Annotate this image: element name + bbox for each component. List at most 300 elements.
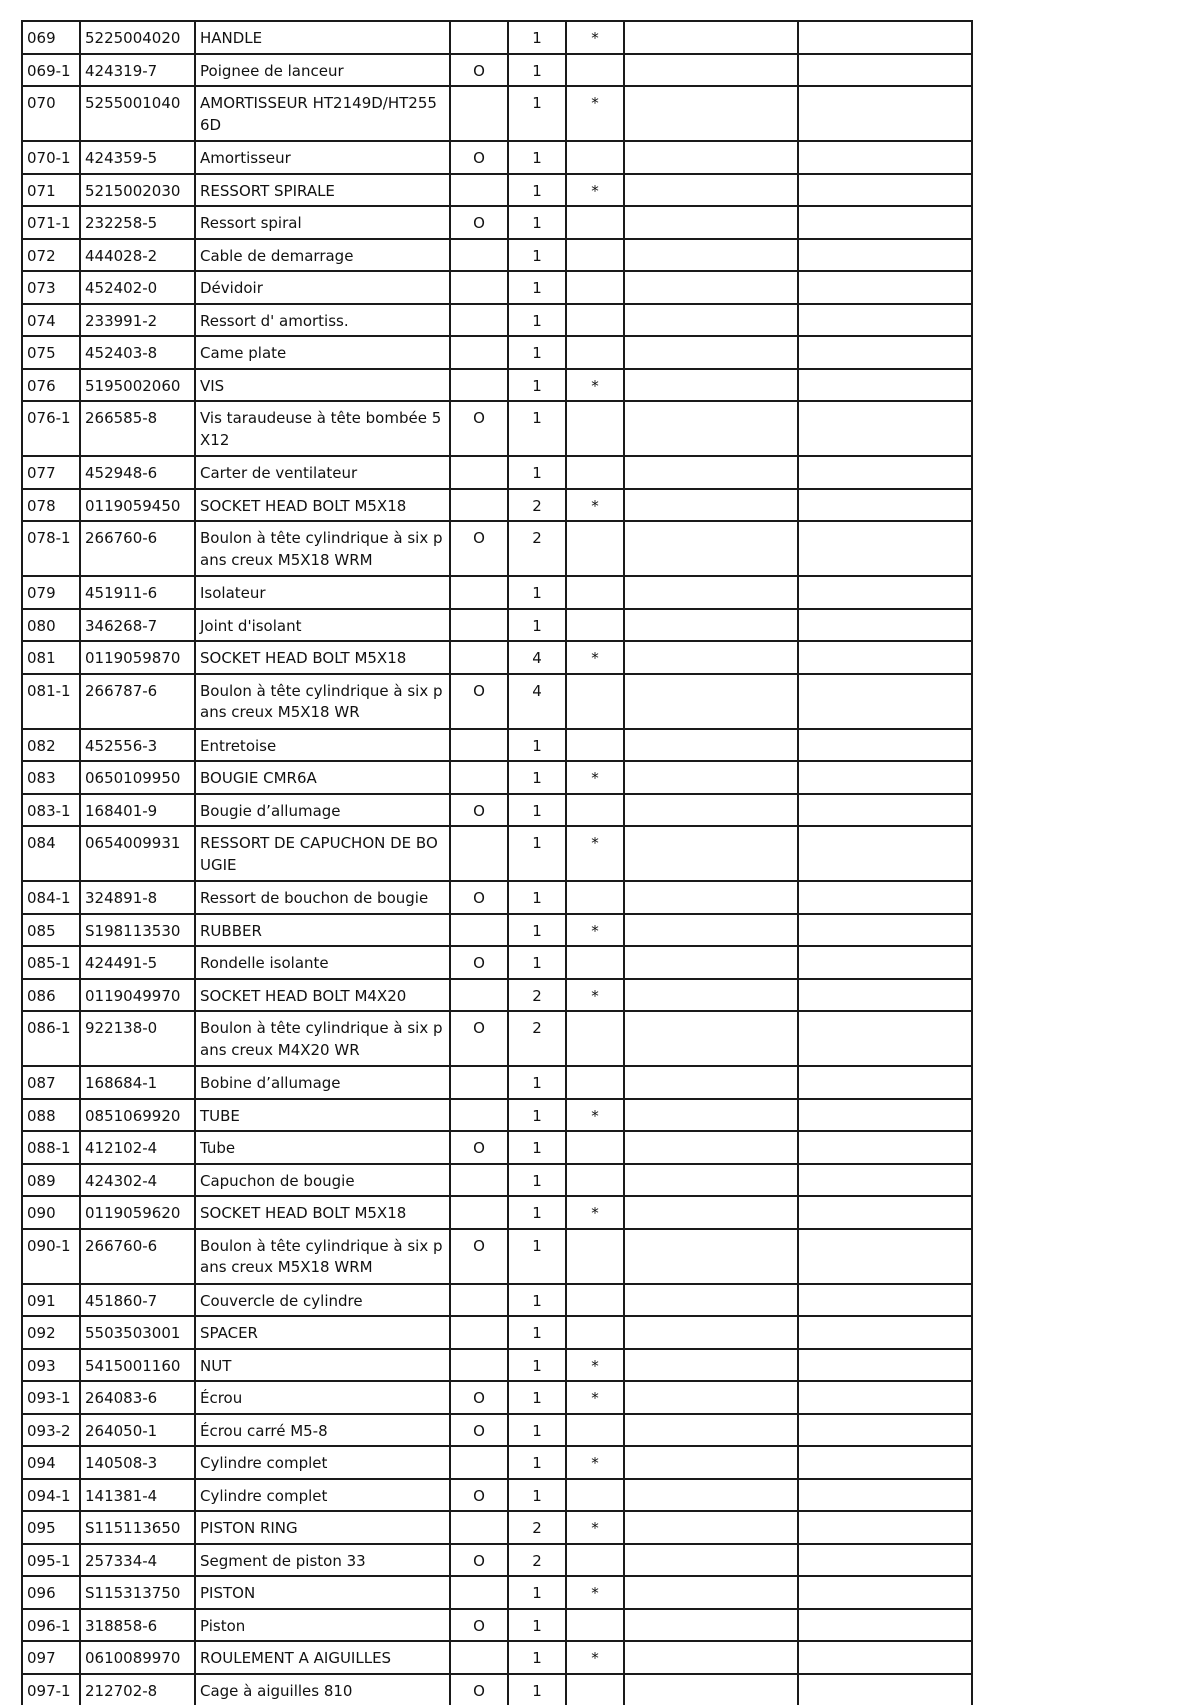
blank-cell — [624, 979, 798, 1012]
item-number-cell: 097 — [22, 1641, 80, 1674]
blank-cell — [624, 21, 798, 54]
note-marker-cell — [566, 401, 624, 456]
note-marker-cell: * — [566, 1576, 624, 1609]
blank-cell — [798, 1284, 972, 1317]
part-code-cell: 452402-0 — [80, 271, 195, 304]
option-marker-cell — [450, 456, 508, 489]
description-cell: Bobine d’allumage — [195, 1066, 450, 1099]
table-row — [22, 1511, 972, 1544]
table-row — [22, 489, 972, 522]
option-marker-cell: O — [450, 141, 508, 174]
blank-cell — [798, 521, 972, 576]
part-code-cell: 266760-6 — [80, 521, 195, 576]
item-number-cell: 084-1 — [22, 881, 80, 914]
item-number-cell: 081 — [22, 641, 80, 674]
blank-cell — [798, 489, 972, 522]
blank-cell — [798, 174, 972, 207]
blank-cell — [624, 304, 798, 337]
table-row — [22, 521, 972, 576]
description-cell: Tube — [195, 1131, 450, 1164]
part-code-cell: 452556-3 — [80, 729, 195, 762]
part-code-cell: 266760-6 — [80, 1229, 195, 1284]
option-marker-cell — [450, 826, 508, 881]
note-marker-cell — [566, 1316, 624, 1349]
part-code-cell: 212702-8 — [80, 1674, 195, 1705]
item-number-cell: 088-1 — [22, 1131, 80, 1164]
note-marker-cell: * — [566, 1446, 624, 1479]
item-number-cell: 072 — [22, 239, 80, 272]
quantity-cell: 1 — [508, 1414, 566, 1447]
option-marker-cell — [450, 1576, 508, 1609]
description-cell: Rondelle isolante — [195, 946, 450, 979]
description-cell: Isolateur — [195, 576, 450, 609]
item-number-cell: 078 — [22, 489, 80, 522]
blank-cell — [624, 576, 798, 609]
table-row — [22, 369, 972, 402]
option-marker-cell — [450, 1641, 508, 1674]
part-code-cell: 5255001040 — [80, 86, 195, 141]
blank-cell — [624, 1284, 798, 1317]
part-code-cell: 5215002030 — [80, 174, 195, 207]
description-cell: Entretoise — [195, 729, 450, 762]
blank-cell — [798, 1511, 972, 1544]
blank-cell — [624, 1196, 798, 1229]
item-number-cell: 092 — [22, 1316, 80, 1349]
note-marker-cell: * — [566, 979, 624, 1012]
note-marker-cell: * — [566, 1349, 624, 1382]
table-row — [22, 826, 972, 881]
option-marker-cell — [450, 369, 508, 402]
note-marker-cell: * — [566, 21, 624, 54]
item-number-cell: 081-1 — [22, 674, 80, 729]
quantity-cell: 1 — [508, 1446, 566, 1479]
description-cell: Ressort d' amortiss. — [195, 304, 450, 337]
item-number-cell: 097-1 — [22, 1674, 80, 1705]
part-code-cell: 0119059870 — [80, 641, 195, 674]
quantity-cell: 1 — [508, 576, 566, 609]
quantity-cell: 1 — [508, 1349, 566, 1382]
blank-cell — [624, 674, 798, 729]
blank-cell — [624, 521, 798, 576]
description-cell: Boulon à tête cylindrique à six pans creux M5X18 WRM — [195, 1229, 450, 1284]
table-row — [22, 1196, 972, 1229]
table-row — [22, 946, 972, 979]
blank-cell — [624, 1544, 798, 1577]
table-row — [22, 674, 972, 729]
item-number-cell: 087 — [22, 1066, 80, 1099]
table-row — [22, 1674, 972, 1705]
blank-cell — [798, 1641, 972, 1674]
blank-cell — [798, 369, 972, 402]
item-number-cell: 069-1 — [22, 54, 80, 87]
option-marker-cell — [450, 174, 508, 207]
description-cell: Dévidoir — [195, 271, 450, 304]
table-row — [22, 1284, 972, 1317]
blank-cell — [624, 1576, 798, 1609]
description-cell: Boulon à tête cylindrique à six pans creux M5X18 WR — [195, 674, 450, 729]
blank-cell — [798, 271, 972, 304]
description-cell: PISTON — [195, 1576, 450, 1609]
part-code-cell: 0650109950 — [80, 761, 195, 794]
table-row — [22, 401, 972, 456]
item-number-cell: 091 — [22, 1284, 80, 1317]
part-code-cell: 0119059450 — [80, 489, 195, 522]
part-code-cell: 922138-0 — [80, 1011, 195, 1066]
note-marker-cell — [566, 729, 624, 762]
description-cell: Piston — [195, 1609, 450, 1642]
item-number-cell: 088 — [22, 1099, 80, 1132]
blank-cell — [798, 1196, 972, 1229]
part-code-cell: 424491-5 — [80, 946, 195, 979]
item-number-cell: 084 — [22, 826, 80, 881]
item-number-cell: 073 — [22, 271, 80, 304]
note-marker-cell — [566, 1066, 624, 1099]
quantity-cell: 1 — [508, 456, 566, 489]
quantity-cell: 2 — [508, 979, 566, 1012]
quantity-cell: 1 — [508, 761, 566, 794]
blank-cell — [624, 881, 798, 914]
quantity-cell: 1 — [508, 86, 566, 141]
note-marker-cell — [566, 609, 624, 642]
option-marker-cell — [450, 914, 508, 947]
note-marker-cell: * — [566, 489, 624, 522]
blank-cell — [798, 206, 972, 239]
blank-cell — [624, 641, 798, 674]
description-cell: BOUGIE CMR6A — [195, 761, 450, 794]
item-number-cell: 074 — [22, 304, 80, 337]
description-cell: Écrou carré M5-8 — [195, 1414, 450, 1447]
description-cell: Poignee de lanceur — [195, 54, 450, 87]
item-number-cell: 096 — [22, 1576, 80, 1609]
description-cell: NUT — [195, 1349, 450, 1382]
quantity-cell: 1 — [508, 914, 566, 947]
option-marker-cell: O — [450, 1479, 508, 1512]
note-marker-cell — [566, 239, 624, 272]
option-marker-cell — [450, 979, 508, 1012]
blank-cell — [624, 174, 798, 207]
description-cell: Joint d'isolant — [195, 609, 450, 642]
blank-cell — [798, 1414, 972, 1447]
option-marker-cell: O — [450, 206, 508, 239]
table-row — [22, 141, 972, 174]
blank-cell — [624, 206, 798, 239]
quantity-cell: 1 — [508, 946, 566, 979]
option-marker-cell — [450, 304, 508, 337]
description-cell: Vis taraudeuse à tête bombée 5X12 — [195, 401, 450, 456]
table-row — [22, 1229, 972, 1284]
description-cell: Ressort de bouchon de bougie — [195, 881, 450, 914]
blank-cell — [624, 1229, 798, 1284]
quantity-cell: 1 — [508, 1479, 566, 1512]
blank-cell — [798, 979, 972, 1012]
table-row — [22, 761, 972, 794]
note-marker-cell: * — [566, 369, 624, 402]
table-row — [22, 336, 972, 369]
option-marker-cell — [450, 641, 508, 674]
blank-cell — [798, 1164, 972, 1197]
quantity-cell: 1 — [508, 401, 566, 456]
part-code-cell: 451911-6 — [80, 576, 195, 609]
item-number-cell: 093-1 — [22, 1381, 80, 1414]
blank-cell — [624, 271, 798, 304]
note-marker-cell: * — [566, 1099, 624, 1132]
note-marker-cell: * — [566, 1196, 624, 1229]
note-marker-cell: * — [566, 86, 624, 141]
option-marker-cell — [450, 86, 508, 141]
blank-cell — [624, 489, 798, 522]
item-number-cell: 090-1 — [22, 1229, 80, 1284]
blank-cell — [624, 1011, 798, 1066]
item-number-cell: 090 — [22, 1196, 80, 1229]
option-marker-cell — [450, 609, 508, 642]
item-number-cell: 083-1 — [22, 794, 80, 827]
blank-cell — [624, 1609, 798, 1642]
table-row — [22, 1446, 972, 1479]
note-marker-cell — [566, 521, 624, 576]
quantity-cell: 2 — [508, 521, 566, 576]
option-marker-cell: O — [450, 1674, 508, 1705]
table-row — [22, 1316, 972, 1349]
blank-cell — [798, 674, 972, 729]
blank-cell — [624, 369, 798, 402]
item-number-cell: 086-1 — [22, 1011, 80, 1066]
quantity-cell: 2 — [508, 1544, 566, 1577]
table-row — [22, 1066, 972, 1099]
part-code-cell: 346268-7 — [80, 609, 195, 642]
table-row — [22, 1011, 972, 1066]
part-code-cell: 0851069920 — [80, 1099, 195, 1132]
option-marker-cell: O — [450, 1609, 508, 1642]
option-marker-cell — [450, 1349, 508, 1382]
table-row — [22, 1131, 972, 1164]
item-number-cell: 082 — [22, 729, 80, 762]
description-cell: TUBE — [195, 1099, 450, 1132]
part-code-cell: 266585-8 — [80, 401, 195, 456]
table-row — [22, 1576, 972, 1609]
table-row — [22, 86, 972, 141]
item-number-cell: 076-1 — [22, 401, 80, 456]
blank-cell — [798, 1544, 972, 1577]
quantity-cell: 1 — [508, 794, 566, 827]
blank-cell — [624, 1381, 798, 1414]
item-number-cell: 071 — [22, 174, 80, 207]
blank-cell — [624, 401, 798, 456]
blank-cell — [798, 401, 972, 456]
part-code-cell: 264083-6 — [80, 1381, 195, 1414]
quantity-cell: 1 — [508, 1674, 566, 1705]
part-code-cell: 324891-8 — [80, 881, 195, 914]
description-cell: Came plate — [195, 336, 450, 369]
table-row — [22, 456, 972, 489]
item-number-cell: 076 — [22, 369, 80, 402]
table-row — [22, 304, 972, 337]
quantity-cell: 1 — [508, 141, 566, 174]
blank-cell — [798, 729, 972, 762]
blank-cell — [624, 794, 798, 827]
description-cell: Segment de piston 33 — [195, 1544, 450, 1577]
option-marker-cell: O — [450, 881, 508, 914]
part-code-cell: 424359-5 — [80, 141, 195, 174]
note-marker-cell — [566, 1544, 624, 1577]
blank-cell — [624, 86, 798, 141]
blank-cell — [798, 86, 972, 141]
table-row — [22, 21, 972, 54]
blank-cell — [624, 761, 798, 794]
blank-cell — [624, 1316, 798, 1349]
description-cell: Cable de demarrage — [195, 239, 450, 272]
item-number-cell: 070 — [22, 86, 80, 141]
table-row — [22, 979, 972, 1012]
description-cell: SOCKET HEAD BOLT M4X20 — [195, 979, 450, 1012]
blank-cell — [624, 1131, 798, 1164]
option-marker-cell — [450, 1099, 508, 1132]
quantity-cell: 1 — [508, 206, 566, 239]
item-number-cell: 096-1 — [22, 1609, 80, 1642]
blank-cell — [624, 946, 798, 979]
item-number-cell: 070-1 — [22, 141, 80, 174]
blank-cell — [798, 794, 972, 827]
description-cell: Ressort spiral — [195, 206, 450, 239]
option-marker-cell: O — [450, 946, 508, 979]
quantity-cell: 1 — [508, 826, 566, 881]
quantity-cell: 1 — [508, 336, 566, 369]
blank-cell — [624, 1099, 798, 1132]
option-marker-cell — [450, 1511, 508, 1544]
part-code-cell: 5415001160 — [80, 1349, 195, 1382]
option-marker-cell — [450, 1196, 508, 1229]
blank-cell — [798, 54, 972, 87]
note-marker-cell — [566, 336, 624, 369]
quantity-cell: 4 — [508, 641, 566, 674]
note-marker-cell: * — [566, 1381, 624, 1414]
quantity-cell: 1 — [508, 1196, 566, 1229]
description-cell: Boulon à tête cylindrique à six pans creux M4X20 WR — [195, 1011, 450, 1066]
blank-cell — [624, 1066, 798, 1099]
table-row — [22, 914, 972, 947]
note-marker-cell — [566, 141, 624, 174]
quantity-cell: 1 — [508, 1641, 566, 1674]
note-marker-cell — [566, 946, 624, 979]
blank-cell — [798, 1479, 972, 1512]
table-row — [22, 1414, 972, 1447]
table-row — [22, 1609, 972, 1642]
table-row — [22, 1164, 972, 1197]
quantity-cell: 2 — [508, 489, 566, 522]
blank-cell — [798, 456, 972, 489]
blank-cell — [624, 1511, 798, 1544]
blank-cell — [624, 1446, 798, 1479]
option-marker-cell — [450, 576, 508, 609]
blank-cell — [798, 239, 972, 272]
note-marker-cell: * — [566, 641, 624, 674]
part-code-cell: 452403-8 — [80, 336, 195, 369]
note-marker-cell — [566, 1011, 624, 1066]
quantity-cell: 1 — [508, 729, 566, 762]
table-row — [22, 609, 972, 642]
part-code-cell: 424302-4 — [80, 1164, 195, 1197]
note-marker-cell: * — [566, 761, 624, 794]
blank-cell — [624, 914, 798, 947]
quantity-cell: 1 — [508, 369, 566, 402]
option-marker-cell: O — [450, 1381, 508, 1414]
description-cell: Couvercle de cylindre — [195, 1284, 450, 1317]
option-marker-cell — [450, 1284, 508, 1317]
note-marker-cell: * — [566, 1511, 624, 1544]
description-cell: RESSORT SPIRALE — [195, 174, 450, 207]
blank-cell — [624, 141, 798, 174]
description-cell: SPACER — [195, 1316, 450, 1349]
item-number-cell: 079 — [22, 576, 80, 609]
part-code-cell: 424319-7 — [80, 54, 195, 87]
description-cell: SOCKET HEAD BOLT M5X18 — [195, 641, 450, 674]
description-cell: Bougie d’allumage — [195, 794, 450, 827]
item-number-cell: 071-1 — [22, 206, 80, 239]
option-marker-cell: O — [450, 794, 508, 827]
note-marker-cell — [566, 1479, 624, 1512]
note-marker-cell — [566, 881, 624, 914]
option-marker-cell: O — [450, 401, 508, 456]
part-code-cell: 168684-1 — [80, 1066, 195, 1099]
description-cell: Cylindre complet — [195, 1479, 450, 1512]
item-number-cell: 083 — [22, 761, 80, 794]
note-marker-cell — [566, 456, 624, 489]
blank-cell — [798, 1381, 972, 1414]
part-code-cell: 0610089970 — [80, 1641, 195, 1674]
note-marker-cell — [566, 1609, 624, 1642]
description-cell: Écrou — [195, 1381, 450, 1414]
note-marker-cell — [566, 54, 624, 87]
item-number-cell: 095 — [22, 1511, 80, 1544]
item-number-cell: 075 — [22, 336, 80, 369]
note-marker-cell — [566, 206, 624, 239]
note-marker-cell — [566, 674, 624, 729]
table-row — [22, 271, 972, 304]
blank-cell — [798, 609, 972, 642]
quantity-cell: 1 — [508, 881, 566, 914]
quantity-cell: 1 — [508, 1576, 566, 1609]
blank-cell — [798, 1011, 972, 1066]
quantity-cell: 1 — [508, 239, 566, 272]
table-row — [22, 1479, 972, 1512]
blank-cell — [624, 1641, 798, 1674]
table-row — [22, 729, 972, 762]
note-marker-cell — [566, 1284, 624, 1317]
description-cell: AMORTISSEUR HT2149D/HT2556D — [195, 86, 450, 141]
option-marker-cell — [450, 1164, 508, 1197]
note-marker-cell — [566, 1164, 624, 1197]
quantity-cell: 1 — [508, 1131, 566, 1164]
blank-cell — [624, 336, 798, 369]
blank-cell — [624, 239, 798, 272]
blank-cell — [798, 1131, 972, 1164]
table-row — [22, 1544, 972, 1577]
option-marker-cell: O — [450, 1229, 508, 1284]
quantity-cell: 1 — [508, 1609, 566, 1642]
blank-cell — [798, 1099, 972, 1132]
note-marker-cell: * — [566, 826, 624, 881]
quantity-cell: 1 — [508, 609, 566, 642]
item-number-cell: 069 — [22, 21, 80, 54]
item-number-cell: 080 — [22, 609, 80, 642]
item-number-cell: 085 — [22, 914, 80, 947]
blank-cell — [798, 761, 972, 794]
description-cell: Carter de ventilateur — [195, 456, 450, 489]
option-marker-cell — [450, 271, 508, 304]
option-marker-cell: O — [450, 1544, 508, 1577]
blank-cell — [798, 576, 972, 609]
blank-cell — [798, 1674, 972, 1705]
blank-cell — [798, 1349, 972, 1382]
